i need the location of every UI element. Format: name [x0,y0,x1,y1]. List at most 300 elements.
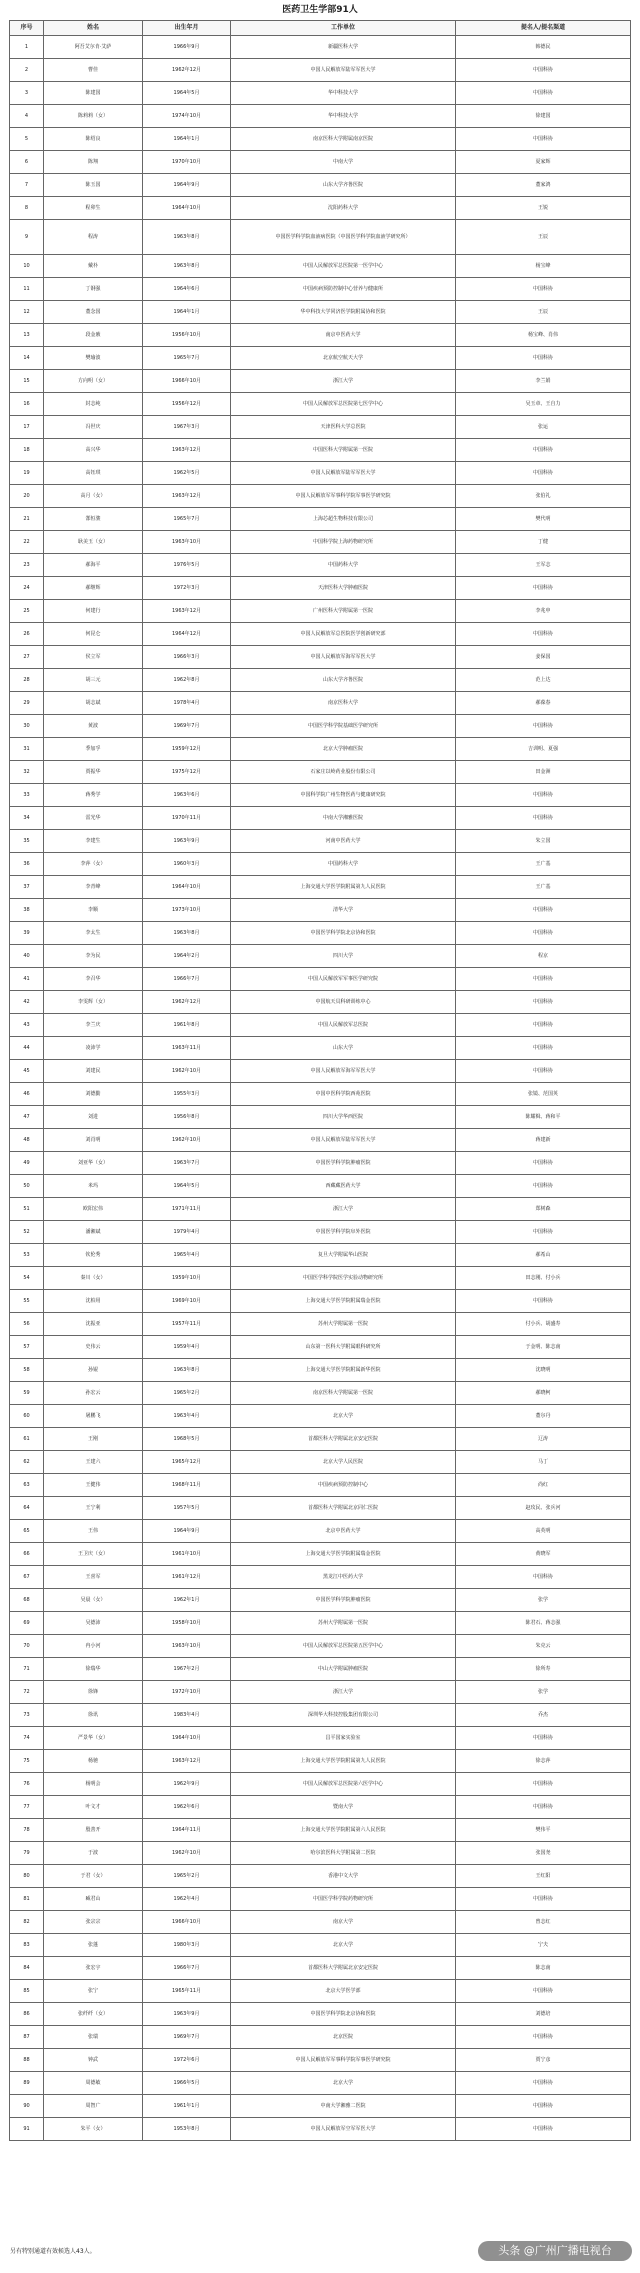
row-workplace: 石家庄以岭药业股份有限公司 [231,761,456,784]
table-row [10,1313,631,1336]
row-nominator: 张学 [456,1589,631,1612]
row-birth: 1963年10月 [143,531,231,554]
row-birth: 1966年10月 [143,370,231,393]
row-nominator: 中国科协 [456,128,631,151]
table-row [10,255,631,278]
row-nominator: 中国科协 [456,623,631,646]
row-index: 32 [10,761,44,784]
row-name: 郝继辉 [44,577,143,600]
row-name: 徐讯 [44,1704,143,1727]
table-row [10,1428,631,1451]
table-row [10,2072,631,2095]
row-nominator: 夏家辉 [456,151,631,174]
row-birth: 1965年12月 [143,1451,231,1474]
row-workplace: 北京大学 [231,2072,456,2095]
row-nominator: 乔杰 [456,1704,631,1727]
row-index: 39 [10,922,44,945]
row-birth: 1975年12月 [143,761,231,784]
row-birth: 1961年12月 [143,1566,231,1589]
row-workplace: 南京中医药大学 [231,324,456,347]
row-name: 程卯生 [44,197,143,220]
row-workplace: 河南中医药大学 [231,830,456,853]
row-name: 臧君山 [44,1888,143,1911]
table-row [10,508,631,531]
table-row [10,36,631,59]
row-index: 48 [10,1129,44,1152]
row-name: 刘进 [44,1106,143,1129]
row-index: 27 [10,646,44,669]
row-workplace: 中国医学科学院北京协和医院 [231,2003,456,2026]
row-name: 陈玉国 [44,174,143,197]
row-name: 叶文才 [44,1796,143,1819]
row-name: 于君（女） [44,1865,143,1888]
table-row [10,82,631,105]
row-birth: 1971年11月 [143,1198,231,1221]
row-nominator: 王辰 [456,301,631,324]
row-index: 52 [10,1221,44,1244]
row-birth: 1969年10月 [143,1290,231,1313]
row-nominator: 中国科协 [456,347,631,370]
table-row [10,1198,631,1221]
row-birth: 1959年10月 [143,1267,231,1290]
table-row [10,830,631,853]
row-workplace: 香港中文大学 [231,1865,456,1888]
row-birth: 1972年6月 [143,2049,231,2072]
row-index: 9 [10,220,44,255]
table-title: 医药卫生学部91人 [282,5,358,15]
row-name: 刘德勤 [44,1083,143,1106]
row-nominator: 中国科协 [456,784,631,807]
row-index: 72 [10,1681,44,1704]
row-nominator: 姜保国 [456,646,631,669]
row-birth: 1964年5月 [143,82,231,105]
row-name: 潘湘斌 [44,1221,143,1244]
row-index: 41 [10,968,44,991]
table-row [10,669,631,692]
row-index: 68 [10,1589,44,1612]
row-workplace: 北京航空航天大学 [231,347,456,370]
row-index: 53 [10,1244,44,1267]
table-row [10,1060,631,1083]
row-workplace: 上海交通大学医学院附属新华医院 [231,1359,456,1382]
row-nominator: 中国科协 [456,278,631,301]
row-nominator: 李兰娟 [456,370,631,393]
row-birth: 1978年4月 [143,692,231,715]
row-workplace: 中南大学湘雅医院 [231,807,456,830]
table-row [10,1934,631,1957]
row-index: 87 [10,2026,44,2049]
row-index: 31 [10,738,44,761]
row-index: 67 [10,1566,44,1589]
row-index: 11 [10,278,44,301]
row-birth: 1961年10月 [143,1543,231,1566]
row-workplace: 北京大学 [231,1934,456,1957]
row-nominator: 沈晓明 [456,1359,631,1382]
row-index: 19 [10,462,44,485]
row-name: 王刚 [44,1428,143,1451]
table-row [10,301,631,324]
row-index: 55 [10,1290,44,1313]
row-nominator: 高英明 [456,1520,631,1543]
row-index: 46 [10,1083,44,1106]
row-name: 曹佳 [44,59,143,82]
table-row [10,1382,631,1405]
row-index: 61 [10,1428,44,1451]
row-workplace: 中国人民解放军军事科学院军事医学研究院 [231,2049,456,2072]
row-nominator: 曾志红 [456,1911,631,1934]
table-row [10,1819,631,1842]
row-workplace: 中国人民解放军陆军军医大学 [231,59,456,82]
row-name: 黄波 [44,715,143,738]
row-nominator: 张国尧 [456,1842,631,1865]
row-birth: 1966年7月 [143,968,231,991]
row-index: 83 [10,1934,44,1957]
row-nominator: 陈君石、蒋志强 [456,1612,631,1635]
row-birth: 1957年11月 [143,1313,231,1336]
row-birth: 1964年9月 [143,1520,231,1543]
footnote: 另有特别通道有效候选人43人。 [10,2248,96,2255]
row-index: 14 [10,347,44,370]
row-birth: 1967年2月 [143,1658,231,1681]
row-birth: 1964年6月 [143,278,231,301]
row-index: 85 [10,1980,44,2003]
row-nominator: 郑树森 [456,1198,631,1221]
row-index: 17 [10,416,44,439]
row-name: 朱平（女） [44,2118,143,2141]
row-workplace: 暨南大学 [231,1796,456,1819]
row-nominator: 中国科协 [456,462,631,485]
row-birth: 1956年12月 [143,393,231,416]
row-birth: 1957年5月 [143,1497,231,1520]
row-name: 欧阳宏伟 [44,1198,143,1221]
table-row [10,554,631,577]
row-name: 冯世庆 [44,416,143,439]
row-birth: 1964年5月 [143,1175,231,1198]
row-name: 胡三元 [44,669,143,692]
row-nominator: 王广基 [456,853,631,876]
row-workplace: 清华大学 [231,899,456,922]
candidate-table [9,20,631,2141]
row-name: 陈建国 [44,82,143,105]
row-birth: 1962年12月 [143,991,231,1014]
row-name: 雷光华 [44,807,143,830]
row-nominator: 杨宝峰、肖伟 [456,324,631,347]
row-nominator: 樊代明 [456,508,631,531]
row-nominator: 中国科协 [456,439,631,462]
row-name: 戴朴 [44,255,143,278]
row-birth: 1962年10月 [143,1060,231,1083]
row-index: 1 [10,36,44,59]
row-index: 81 [10,1888,44,1911]
row-name: 季加孚 [44,738,143,761]
row-birth: 1965年7月 [143,508,231,531]
column-header-name: 姓名 [44,21,143,36]
row-name: 王喜军 [44,1566,143,1589]
table-row [10,220,631,255]
row-index: 29 [10,692,44,715]
row-workplace: 苏州大学附属第一医院 [231,1313,456,1336]
row-nominator: 黄晓军 [456,1543,631,1566]
row-workplace: 南京医科大学 [231,692,456,715]
row-workplace: 山东大学齐鲁医院 [231,174,456,197]
row-name: 杨驰 [44,1750,143,1773]
row-name: 何昆仑 [44,623,143,646]
column-header-index: 序号 [10,21,44,36]
row-name: 程涛 [44,220,143,255]
row-name: 高兴华 [44,439,143,462]
row-workplace: 中国人民解放军空军军医大学 [231,2118,456,2141]
row-birth: 1972年10月 [143,1681,231,1704]
row-birth: 1955年3月 [143,1083,231,1106]
row-nominator: 程京 [456,945,631,968]
table-row [10,692,631,715]
table-header-row [10,21,631,36]
row-nominator: 王广基 [456,876,631,899]
row-workplace: 中国人民解放军总医院第一医学中心 [231,255,456,278]
row-name: 耿美玉（女） [44,531,143,554]
row-workplace: 广州医科大学附属第一医院 [231,600,456,623]
row-nominator: 中国科协 [456,1014,631,1037]
row-nominator: 朱克云 [456,1635,631,1658]
table-row [10,1750,631,1773]
row-workplace: 中国中医科学院西苑医院 [231,1083,456,1106]
row-workplace: 中国医学科学院阜外医院 [231,1221,456,1244]
row-name: 李雯辉（女） [44,991,143,1014]
row-name: 周智广 [44,2095,143,2118]
row-index: 64 [10,1497,44,1520]
row-index: 91 [10,2118,44,2141]
row-name: 徐锋 [44,1681,143,1704]
table-row [10,347,631,370]
row-nominator: 吉训明、夏强 [456,738,631,761]
row-birth: 1972年3月 [143,577,231,600]
row-workplace: 沈阳药科大学 [231,197,456,220]
row-nominator: 张学 [456,1681,631,1704]
row-workplace: 中国人民解放军总医院 [231,1014,456,1037]
row-name: 李太生 [44,922,143,945]
row-nominator: 中国科协 [456,968,631,991]
row-workplace: 中国航天员科研训练中心 [231,991,456,1014]
row-birth: 1965年7月 [143,347,231,370]
row-workplace: 北京大学医学部 [231,1980,456,2003]
row-index: 42 [10,991,44,1014]
row-index: 47 [10,1106,44,1129]
row-nominator: 董尔丹 [456,1405,631,1428]
row-nominator: 张镜、范国英 [456,1083,631,1106]
row-name: 陈绍良 [44,128,143,151]
row-workplace: 中国药科大学 [231,554,456,577]
row-nominator: 董家鸿 [456,174,631,197]
row-workplace: 首都医科大学附属北京同仁医院 [231,1497,456,1520]
row-birth: 1963年12月 [143,485,231,508]
table-row [10,174,631,197]
table-row [10,1152,631,1175]
row-birth: 1970年11月 [143,807,231,830]
row-index: 26 [10,623,44,646]
row-workplace: 上海交通大学医学院附属第九人民医院 [231,876,456,899]
row-index: 43 [10,1014,44,1037]
row-workplace: 中国医学科学院药物研究所 [231,1888,456,1911]
column-header-nominator: 提名人/提名渠道 [456,21,631,36]
row-workplace: 中国人民解放军军事医学研究院 [231,968,456,991]
row-nominator: 刘德培 [456,2003,631,2026]
table-row [10,2095,631,2118]
row-nominator: 中国科协 [456,59,631,82]
table-row [10,784,631,807]
row-workplace: 上海交通大学医学院附属瑞金医院 [231,1290,456,1313]
table-row [10,991,631,1014]
row-name: 王卫庆（女） [44,1543,143,1566]
row-workplace: 四川大学华西医院 [231,1106,456,1129]
row-nominator: 郝晓柯 [456,1382,631,1405]
table-row [10,278,631,301]
table-row [10,324,631,347]
row-name: 李青峰 [44,876,143,899]
table-row [10,922,631,945]
row-index: 59 [10,1382,44,1405]
row-index: 22 [10,531,44,554]
row-workplace: 首都医科大学附属北京安定医院 [231,1957,456,1980]
table-row [10,1497,631,1520]
row-nominator: 中国科协 [456,1221,631,1244]
row-workplace: 中国人民解放军总医院第七医学中心 [231,393,456,416]
row-index: 23 [10,554,44,577]
row-index: 86 [10,2003,44,2026]
row-nominator: 中国科协 [456,2118,631,2141]
row-workplace: 中国医学科学院血液病医院（中国医学科学院血液学研究所） [231,220,456,255]
row-nominator: 田志刚、付小兵 [456,1267,631,1290]
row-workplace: 山东大学齐鲁医院 [231,669,456,692]
table-row [10,1589,631,1612]
row-nominator: 王辰 [456,220,631,255]
table-row [10,1865,631,1888]
row-name: 于波 [44,1842,143,1865]
row-name: 凌沛学 [44,1037,143,1060]
row-nominator: 杨宝峰 [456,255,631,278]
row-name: 王建六 [44,1451,143,1474]
row-birth: 1963年12月 [143,600,231,623]
table-row [10,577,631,600]
table-row [10,853,631,876]
row-workplace: 华中科技大学 [231,82,456,105]
column-header-workplace: 工作单位 [231,21,456,36]
row-index: 16 [10,393,44,416]
row-workplace: 中国人民解放军军事科学院军事医学研究院 [231,485,456,508]
row-workplace: 中南大学湘雅二医院 [231,2095,456,2118]
row-birth: 1966年7月 [143,1957,231,1980]
row-birth: 1956年10月 [143,324,231,347]
row-workplace: 中国人民解放军海军军医大学 [231,1060,456,1083]
row-nominator: 中国科协 [456,577,631,600]
row-name: 孙锟 [44,1359,143,1382]
row-name: 屠鹏飞 [44,1405,143,1428]
row-name: 胡志斌 [44,692,143,715]
row-birth: 1962年1月 [143,1589,231,1612]
row-name: 蒋秀学 [44,784,143,807]
row-name: 张瑞 [44,2026,143,2049]
row-workplace: 四川大学 [231,945,456,968]
row-birth: 1961年8月 [143,1014,231,1037]
row-index: 13 [10,324,44,347]
row-nominator: 中国科协 [456,1152,631,1175]
row-nominator: 徐所寿 [456,1658,631,1681]
row-workplace: 南京大学 [231,1911,456,1934]
table-row [10,462,631,485]
row-nominator: 中国科协 [456,1773,631,1796]
row-birth: 1962年5月 [143,462,231,485]
row-birth: 1983年4月 [143,1704,231,1727]
row-name: 李萍（女） [44,853,143,876]
table-row [10,1405,631,1428]
row-name: 张纤纤（女） [44,2003,143,2026]
row-name: 史伟云 [44,1336,143,1359]
row-workplace: 深圳华大科技控股集团有限公司 [231,1704,456,1727]
row-workplace: 南京医科大学附属南京医院 [231,128,456,151]
row-index: 60 [10,1405,44,1428]
table-row [10,968,631,991]
row-nominator: 辽涛 [456,1428,631,1451]
table-row [10,1658,631,1681]
row-workplace: 中国疾病预防控制中心 [231,1474,456,1497]
table-row [10,1957,631,1980]
row-name: 吴德沛 [44,1612,143,1635]
table-row [10,1566,631,1589]
row-workplace: 中国医学科学院肿瘤医院 [231,1589,456,1612]
column-header-birth: 出生年月 [143,21,231,36]
row-index: 82 [10,1911,44,1934]
row-nominator: 朱立国 [456,830,631,853]
row-workplace: 浙江大学 [231,1681,456,1704]
row-index: 65 [10,1520,44,1543]
row-index: 69 [10,1612,44,1635]
row-index: 7 [10,174,44,197]
row-nominator: 田金洲 [456,761,631,784]
row-index: 90 [10,2095,44,2118]
row-birth: 1959年12月 [143,738,231,761]
row-birth: 1979年4月 [143,1221,231,1244]
table-body [10,36,631,2141]
row-birth: 1968年5月 [143,1428,231,1451]
row-index: 57 [10,1336,44,1359]
row-name: 高钰琪 [44,462,143,485]
table-row [10,1727,631,1750]
row-name: 张宗宗 [44,1911,143,1934]
row-name: 吴晨（女） [44,1589,143,1612]
row-name: 刘建民 [44,1060,143,1083]
table-row [10,899,631,922]
table-row [10,876,631,899]
row-workplace: 北京大学人民医院 [231,1451,456,1474]
row-birth: 1962年12月 [143,59,231,82]
row-index: 5 [10,128,44,151]
table-row [10,646,631,669]
row-birth: 1970年10月 [143,151,231,174]
table-row [10,623,631,646]
row-name: 殷善开 [44,1819,143,1842]
row-name: 张蓬 [44,1934,143,1957]
row-name: 贾振华 [44,761,143,784]
table-row [10,945,631,968]
row-nominator: 中国科协 [456,715,631,738]
row-nominator: 中国科协 [456,2072,631,2095]
row-index: 44 [10,1037,44,1060]
row-workplace: 中国人民解放军总医院医学创新研究部 [231,623,456,646]
row-workplace: 中国科学院广州生物医药与健康研究院 [231,784,456,807]
table-row [10,531,631,554]
row-workplace: 中国医科大学附属第一医院 [231,439,456,462]
row-nominator: 中国科协 [456,2095,631,2118]
row-name: 侯立军 [44,646,143,669]
